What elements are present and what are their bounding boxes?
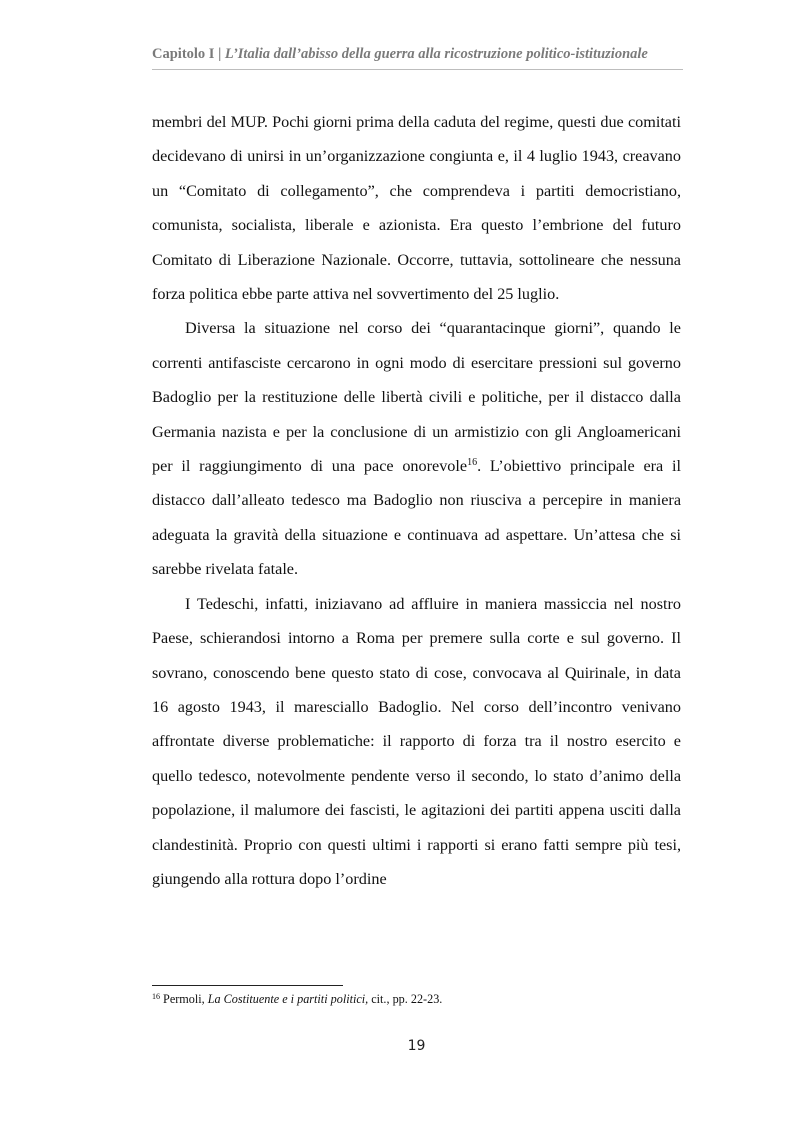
footnote-rule <box>152 985 343 986</box>
footnote-title: La Costituente e i partiti politici, <box>207 992 369 1006</box>
paragraph-3: I Tedeschi, infatti, iniziavano ad affluire in maniera massiccia nel nostro Paese, schierandosi intorno a Roma per premere sulla corte e sul governo. Il sovrano, conoscendo bene questo stato di cose, convocava al Quirinale, in data 16 agosto 1943, il maresciallo Badoglio. Nel corso dell’incontro venivano affrontate diverse problematiche: il rapporto di forza tra il nostro esercito e quello tedesco, notevolmente pendente verso il secondo, lo stato d’animo della popolazione, il malumore dei fascisti, le agitazioni dei partiti appena usciti dalla clandestinità. Proprio con questi ultimi i rapporti si erano fatti sempre più tesi, giungendo alla rottura dopo l’ordine <box>152 594 681 888</box>
paragraph-2 <box>152 311 681 586</box>
body-text <box>152 105 681 896</box>
footnote-citation: cit., pp. 22-23. <box>368 992 443 1006</box>
header-chapter: Capitolo I <box>152 46 215 62</box>
paragraph-2-text-after: . L’obiettivo principale era il distacco dall’alleato tedesco ma Badoglio non riusciva a percepire in maniera adeguata la gravità della situazione e continuava ad aspettare. Un’attesa che si sarebbe rivelata fatale. <box>152 457 681 579</box>
footnote-number: 16 <box>152 992 160 1001</box>
page-number: 19 <box>407 1038 426 1054</box>
footnote-reference[interactable]: 16 <box>467 457 478 469</box>
footnote-author: Permoli, <box>160 992 208 1006</box>
paragraph-1: membri del MUP. Pochi giorni prima della caduta del regime, questi due comitati decidevano di unirsi in un’organizzazione congiunta e, il 4 luglio 1943, creavano un “Comitato di collegamento”, che comprendeva i partiti democristiano, comunista, socialista, liberale e azionista. Era questo l’embrione del futuro Comitato di Liberazione Nazionale. Occorre, tuttavia, sottolineare che nessuna forza politica ebbe parte attiva nel sovvertimento del 25 luglio. <box>152 113 681 304</box>
header-title: L’Italia dall’abisso della guerra alla ricostruzione politico-istituzionale <box>224 46 648 62</box>
header-rule <box>152 69 683 70</box>
running-header <box>152 46 682 63</box>
header-separator: | <box>214 46 225 62</box>
footnote <box>152 991 681 1007</box>
paragraph-2-text-before: Diversa la situazione nel corso dei “quarantacinque giorni”, quando le correnti antifasciste cercarono in ogni modo di esercitare pressioni sul governo Badoglio per la restituzione delle libertà civili e politiche, per il distacco dalla Germania nazista e per la conclusione di un armistizio con gli Angloamericani per il raggiungimento di una pace onorevole <box>152 319 681 476</box>
